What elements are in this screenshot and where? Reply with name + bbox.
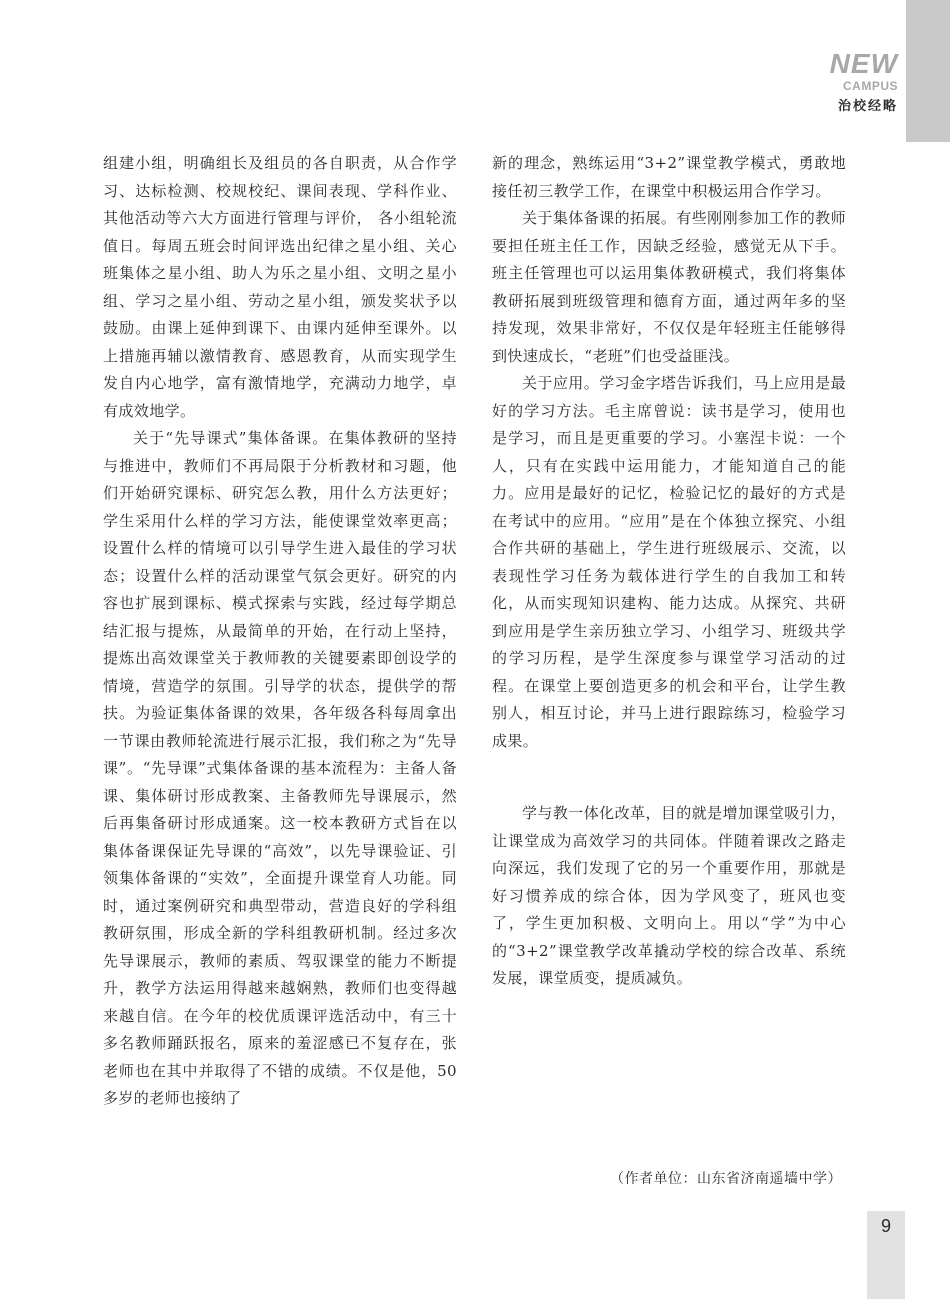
brand-new-text: NEW (829, 48, 898, 79)
right-text-column (492, 150, 846, 993)
brand-campus-text: CAMPUS (842, 79, 898, 93)
page-number: 9 (880, 1216, 891, 1236)
paragraph: 关于“先导课式”集体备课。在集体教研的坚持与推进中，教师们不再局限于分析教材和习题，他们开始研究课标、研究怎么教，用什么方法更好；学生采用什么样的学习方法，能使课堂效率更高；设置什么样的情境可以引导学生进入最佳的学习状态；设置什么样的活动课堂气氛会更好。研究的内容也扩展到课标、模式探索与实践，经过每学期总结汇报与提炼，从最简单的开始，在行动上坚持，提炼出高效课堂关于教师教的关键要素即创设学的情境，营造学的氛围。引导学的状态，提供学的帮扶。为验证集体备课的效果，各年级各科每周拿出一节课由教师轮流进行展示汇报，我们称之为“先导课”。“先导课”式集体备课的基本流程为：主备人备课、集体研讨形成教案、主备教师先导课展示，然后再集备研讨形成通案。这一校本教研方式旨在以集体备课保证先导课的“高效”，以先导课验证、引领集体备课的“实效”，全面提升课堂育人功能。同时，通过案例研究和典型带动，营造良好的学科组教研氛围，形成全新的学科组教研机制。经过多次先导课展示，教师的素质、驾驭课堂的能力不断提升，教学方法运用得越来越娴熟，教师们也变得越来越自信。在今年的校优质课评选活动中，有三十多名教师踊跃报名，原来的羞涩感已不复存在，张老师也在其中并取得了不错的成绩。不仅是他，50多岁的老师也接纳了 (103, 429, 457, 1107)
section-title: 治校经略 (837, 98, 898, 113)
paragraph: 关于集体备课的拓展。有些刚刚参加工作的教师要担任班主任工作，因缺乏经验，感觉无从下手。班主任管理也可以运用集体教研模式，我们将集体教研拓展到班级管理和德育方面，通过两年多的坚持发现，效果非常好，不仅仅是年轻班主任能够得到快速成长，“老班”们也受益匪浅。 (492, 209, 846, 365)
left-text-column (103, 150, 457, 1113)
magazine-brand (830, 50, 898, 115)
paragraph: 关于应用。学习金字塔告诉我们，马上应用是最好的学习方法。毛主席曾说：读书是学习，使用也是学习，而且是更重要的学习。小塞涅卡说：一个人，只有在实践中运用能力，才能知道自己的能力。应用是最好的记忆，检验记忆的最好的方式是在考试中的应用。“应用”是在个体独立探究、小组合作共研的基础上，学生进行班级展示、交流，以表现性学习任务为载体进行学生的自我加工和转化，从而实现知识建构、能力达成。从探究、共研到应用是学生亲历独立学习、小组学习、班级共学的学习历程，是学生深度参与课堂学习活动的过程。在课堂上要创造更多的机会和平台，让学生教别人，相互讨论，并马上进行跟踪练习，检验学习成果。 (492, 374, 846, 750)
header-color-tab (906, 0, 950, 142)
author-affiliation: （作者单位：山东省济南遥墙中学） (610, 1171, 842, 1187)
paragraph: 学与教一体化改革，目的就是增加课堂吸引力，让课堂成为高效学习的共同体。伴随着课改之路走向深远，我们发现了它的另一个重要作用，那就是好习惯养成的综合体，因为学风变了，班风也变了，学生更加积极、文明向上。用以“学”为中心的“3+2”课堂教学改革撬动学校的综合改革、系统发展，课堂质变，提质减负。 (492, 804, 846, 987)
paragraph: 新的理念，熟练运用“3+2”课堂教学模式，勇敢地接任初三教学工作，在课堂中积极运用合作学习。 (492, 154, 846, 200)
paragraph: 组建小组，明确组长及组员的各自职责，从合作学习、达标检测、校规校纪、课间表现、学科作业、其他活动等六大方面进行管理与评价， 各小组轮流值日。每周五班会时间评选出纪律之星小组、关心班集体之星小组、助人为乐之星小组、文明之星小组、学习之星小组、劳动之星小组，颁发奖状予以鼓励。由课上延伸到课下、由课内延伸至课外。以上措施再辅以激情教育、感恩教育，从而实现学生发自内心地学，富有激情地学，充满动力地学，卓有成效地学。 (103, 154, 457, 420)
